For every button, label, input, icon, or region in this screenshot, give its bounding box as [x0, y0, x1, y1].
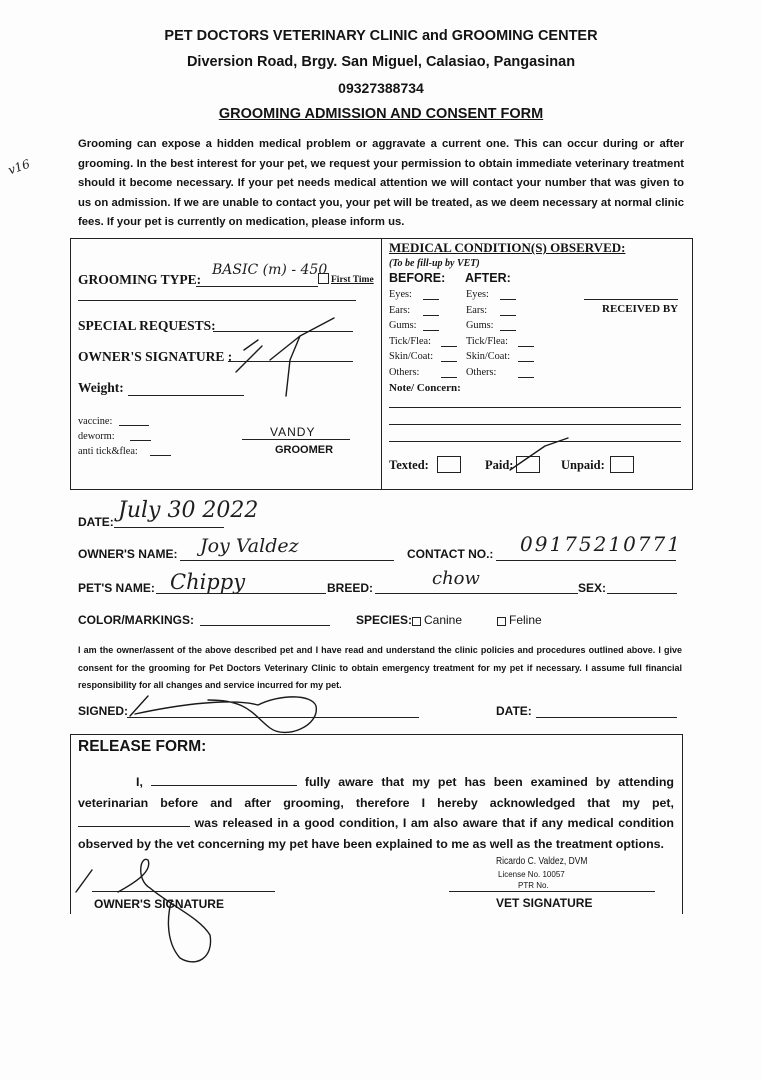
form-title: GROOMING ADMISSION AND CONSENT FORM [218, 106, 544, 122]
owner-signature-label: OWNER'S SIGNATURE : [78, 349, 233, 364]
canine-label: Canine [424, 613, 463, 627]
after-condition-item: Skin/Coat: [466, 351, 511, 362]
unpaid-label: Unpaid: [561, 458, 605, 472]
date-label: DATE: [78, 515, 114, 529]
before-condition-item: Others: [389, 366, 420, 378]
clinic-address: Diversion Road, Brgy. San Miguel, Calasiao, Pangasinan [186, 54, 576, 70]
vet-license: License No. 10057 [498, 870, 565, 879]
release-text-1: I, [136, 775, 143, 789]
intro-paragraph: Grooming can expose a hidden medical problem or aggravate a current one. This can occur during or after grooming. In the best interest for your pet, we request your permission to obtain immediate veterinary treatment should it become necessary. If your pet needs medical attention we will contact your number that was given to us on admission. If we are unable to contact you, your pet will be treated, as we deem necessary at normal clinic fees. If your pet is currently on medication, please inform us. [78, 138, 684, 229]
before-label: BEFORE: [389, 271, 446, 285]
breed-value[interactable]: chow [432, 568, 480, 589]
breed-label: BREED: [327, 581, 374, 595]
first-time-label: First Time [331, 275, 374, 285]
note-label: Note/ Concern: [389, 382, 461, 394]
special-request-stroke [300, 318, 334, 336]
vaccine-label: vaccine: [78, 416, 113, 427]
before-condition-item: Skin/Coat: [389, 351, 434, 362]
after-condition-item: Gums: [466, 320, 494, 331]
contact-label: CONTACT NO.: [407, 547, 494, 561]
received-by-label: RECEIVED BY [602, 303, 679, 315]
release-text-3: was released in a good condition, I am also aware that if any medical condition observed by the vet concerning my pet have been explained to me as well as the treatment options. [78, 816, 674, 851]
species-label: SPECIES: [356, 613, 413, 627]
grooming-type-label: GROOMING TYPE: [78, 272, 202, 287]
feline-label: Feline [509, 613, 542, 627]
signed-scribble [130, 696, 316, 732]
pets-name-label: PET'S NAME: [78, 581, 155, 595]
release-title: RELEASE FORM: [78, 738, 207, 755]
anti-tick-label: anti tick&flea: [78, 446, 138, 457]
after-condition-item: Ears: [466, 304, 488, 316]
clinic-phone: 09327388734 [338, 80, 424, 96]
groomer-name: VANDY [270, 425, 316, 439]
paid-check-mark [510, 438, 568, 470]
before-condition-item: Ears: [389, 304, 411, 316]
vet-ptr: PTR No. [518, 881, 549, 890]
release-text-2: fully aware that my pet has been examined by attending veterinarian before and after grooming, therefore I hereby acknowledged that my pet, [78, 775, 674, 810]
grooming-type-value[interactable]: BASIC (m) - 450 [212, 262, 328, 278]
medical-condition-title: MEDICAL CONDITION(S) OBSERVED: [389, 240, 626, 255]
release-owner-scribble [76, 859, 211, 962]
after-label: AFTER: [465, 271, 511, 285]
consent-paragraph: I am the owner/assent of the above described pet and I have read and understand the clinic policies and procedures outlined above. I give consent for the grooming for Pet Doctors Veterinary Clinic to obtain emergency treatment for my pet if necessary. I assume full financial responsibility for all changes and service incurred for my pet. [78, 645, 682, 690]
date-label-2: DATE: [496, 704, 532, 718]
contact-value[interactable]: 09175210771 [520, 532, 682, 556]
color-markings-label: COLOR/MARKINGS: [78, 613, 194, 627]
paid-label: Paid: [485, 458, 514, 472]
vet-signature-label: VET SIGNATURE [496, 896, 593, 910]
after-condition-item: Eyes: [466, 289, 489, 300]
owners-name-value[interactable]: Joy Valdez [200, 535, 299, 557]
texted-label: Texted: [389, 458, 429, 472]
vet-name: Ricardo C. Valdez, DVM [496, 856, 588, 867]
before-condition-item: Gums: [389, 320, 417, 331]
pets-name-value[interactable]: Chippy [170, 570, 246, 594]
signed-label: SIGNED: [78, 704, 129, 718]
after-condition-item: Others: [466, 366, 497, 378]
groomer-label: GROOMER [275, 444, 334, 456]
deworm-label: deworm: [78, 431, 115, 442]
clinic-name: PET DOCTORS VETERINARY CLINIC and GROOMING CENTER [164, 28, 598, 44]
sex-label: SEX: [578, 581, 607, 595]
date-value[interactable]: July 30 2022 [118, 498, 259, 523]
owner-signature-release-label: OWNER'S SIGNATURE [94, 897, 224, 911]
margin-note: v16 [6, 156, 32, 178]
before-condition-item: Tick/Flea: [389, 335, 431, 347]
before-condition-item: Eyes: [389, 289, 412, 300]
weight-label: Weight: [78, 380, 124, 395]
owners-name-label: OWNER'S NAME: [78, 547, 178, 561]
special-requests-label: SPECIAL REQUESTS: [78, 318, 216, 333]
medical-condition-subtitle: (To be fill-up by VET) [389, 258, 480, 269]
after-condition-item: Tick/Flea: [466, 335, 508, 347]
owner-signature-scribble [236, 336, 300, 396]
